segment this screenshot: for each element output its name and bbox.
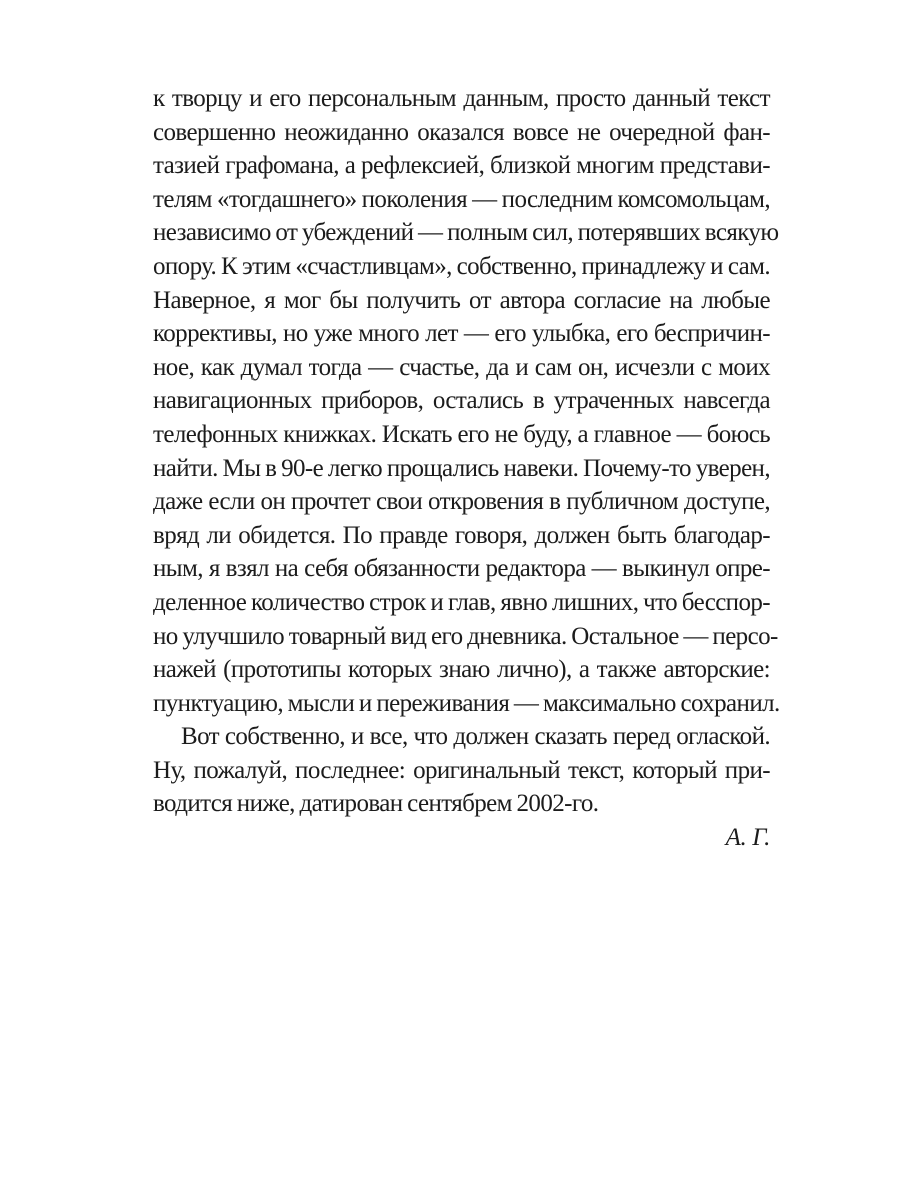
- text-line: водится ниже, датирован сентябрем 2002-го.: [153, 790, 599, 818]
- text-line: нажей (прототипы которых знаю лично), а также авторские:: [153, 656, 770, 684]
- text-line: но улучшило товарный вид его дневника. Остальное — персо-: [153, 622, 778, 650]
- paragraph-2: [153, 720, 770, 821]
- author-signature: А. Г.: [725, 824, 770, 852]
- paragraph-1: [153, 82, 780, 720]
- text-line: телефонных книжках. Искать его не буду, а главное — боюсь: [153, 420, 770, 448]
- text-line: телям «тогдашнего» поколения — последним комсомольцам,: [153, 185, 770, 213]
- text-line: независимо от убеждений — полным сил, потерявших всякую: [153, 219, 779, 247]
- text-line: ное, как думал тогда — счастье, да и сам он, исчезли с моих: [153, 353, 770, 381]
- text-line: даже если он прочтет свои откровения в публичном доступе,: [153, 488, 770, 516]
- text-line: совершенно неожиданно оказался вовсе не очередной фан-: [153, 118, 770, 146]
- text-line: найти. Мы в 90-е легко прощались навеки. Почему-то уверен,: [153, 454, 770, 482]
- text-line: Ну, пожалуй, последнее: оригинальный текст, который при-: [153, 756, 770, 784]
- text-line: тазией графомана, а рефлексией, близкой многим представи-: [153, 152, 770, 180]
- text-line: коррективы, но уже много лет — его улыбка, его беспричин-: [153, 320, 770, 348]
- text-line: пунктуацию, мысли и переживания — максимально сохранил.: [153, 689, 780, 717]
- text-line: Наверное, я мог бы получить от автора согласие на любые: [153, 286, 770, 314]
- text-line: вряд ли обидется. По правде говоря, должен быть благодар-: [153, 521, 770, 549]
- text-line: Вот собственно, и все, что должен сказать перед оглаской.: [181, 723, 770, 751]
- text-line: к творцу и его персональным данным, просто данный текст: [153, 85, 770, 112]
- text-line: опору. К этим «счастливцам», собственно, принадлежу и сам.: [153, 252, 770, 280]
- text-line: навигационных приборов, остались в утраченных навсегда: [153, 387, 770, 415]
- text-line: деленное количество строк и глав, явно лишних, что бесспор-: [153, 588, 770, 616]
- text-line: ным, я взял на себя обязанности редактора — выкинул опре-: [153, 555, 770, 583]
- body-text: [153, 82, 780, 855]
